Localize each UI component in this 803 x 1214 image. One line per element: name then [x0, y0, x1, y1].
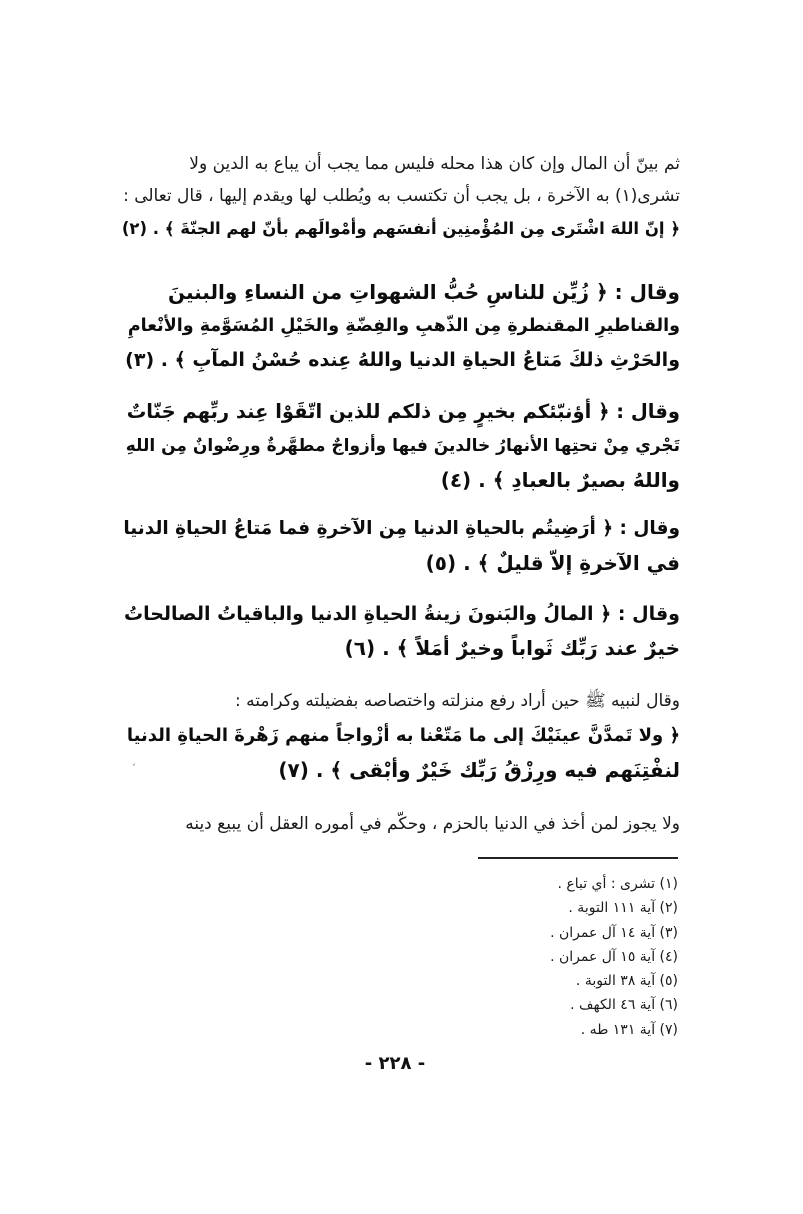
verse-line: وقال : ﴿ أؤنبّئكم بخيرٍ مِن ذلكم للذين اتّقَوْا عِند ربِّهم جَنّاتٌ	[126, 400, 680, 423]
footnote-7: (٧) آية ١٣١ طه .	[580, 1021, 678, 1038]
verse-line: خيرٌ عند رَبِّك ثَواباً وخيرٌ أمَلاً ﴾ . (٦)	[344, 636, 680, 660]
verse-line: والقناطيرِ المقنطرةِ مِن الذّهبِ والفِضّةِ والخَيْلِ المُسَوَّمةِ والأنْعامِ	[127, 316, 680, 336]
paragraph-4	[120, 512, 680, 580]
page-number: - ٢٢٨ -	[364, 1053, 426, 1074]
footnote-4: (٤) آية ١٥ آل عمران .	[550, 948, 678, 965]
paragraph-5	[120, 597, 680, 665]
paragraph-7	[120, 808, 680, 841]
paragraph-1	[120, 147, 680, 247]
footnote-1: (١) تشرى : أي تباع .	[557, 876, 678, 892]
footnote-2: (٢) آية ١١١ التوبة .	[568, 900, 678, 917]
footnote-5: (٥) آية ٣٨ التوبة .	[575, 973, 678, 990]
text-line: تشرى(١) به الآخرة ، بل يجب أن تكتسب به ويُطلب لها ويقدم إليها ، قال تعالى :	[123, 186, 680, 206]
verse-line: وقال : ﴿ المالُ والبَنونَ زينةُ الحياةِ الدنيا والباقياتُ الصالحاتُ	[123, 603, 680, 625]
verse-line: والحَرْثِ ذلكَ مَتاعُ الحياةِ الدنيا واللهُ عِنده حُسْنُ المآبِ ﴾ . (٣)	[125, 349, 680, 371]
paragraph-3	[120, 395, 680, 497]
footnotes	[420, 872, 678, 1042]
print-speck: ˏ	[131, 755, 136, 766]
verse-line: تَجْري مِنْ تحتِها الأنهارُ خالدينَ فيها وأزواجٌ مطهَّرةٌ ورِضْوانٌ مِن اللهِ	[125, 436, 680, 456]
footnote-divider	[478, 857, 678, 859]
paragraph-2	[120, 275, 680, 377]
text-line: ثم بينّ أن المال وإن كان هذا محله فليس مما يجب أن يباع به الدين ولا	[189, 154, 680, 174]
text-line: وقال لنبيه ﷺ حين أراد رفع منزلته واختصاصه بفضيلته وكرامته :	[235, 691, 680, 711]
text-line: ولا يجوز لمن أخذ في الدنيا بالحزم ، وحكّم في أموره العقل أن يبيع دينه	[185, 814, 680, 834]
verse-line: ﴿ ولا تَمدَّنَّ عينَيْكَ إلى ما مَتّعْنا به أزْواجاً منهم زَهْرةَ الحياةِ الدنيا	[126, 725, 680, 746]
verse-line: لنفْتِنَهم فيه ورِزْقُ رَبِّك خَيْرٌ وأبْقى ﴾ . (٧)	[278, 758, 680, 782]
verse-line: واللهُ بصيرٌ بالعبادِ ﴾ . (٤)	[440, 468, 680, 492]
verse-line: في الآخرةِ إلاّ قليلٌ ﴾ . (٥)	[425, 551, 680, 575]
verse-line: وقال : ﴿ أرَضِيتُم بالحياةِ الدنيا مِن الآخرةِ فما مَتاعُ الحياةِ الدنيا	[123, 518, 680, 539]
footnote-3: (٣) آية ١٤ آل عمران .	[550, 924, 678, 941]
verse-line: ﴿ إنّ اللهَ اشْتَرى مِن المُؤْمنِين أنفسَهم وأمْوالَهم بأنّ لهم الجنّةَ ﴾ . (٢)	[121, 219, 680, 238]
footnote-6: (٦) آية ٤٦ الكهف .	[570, 997, 678, 1014]
verse-line: وقال : ﴿ زُيِّن للناسِ حُبُّ الشهواتِ من النساءِ والبنينَ	[167, 280, 680, 304]
paragraph-6	[120, 683, 680, 787]
